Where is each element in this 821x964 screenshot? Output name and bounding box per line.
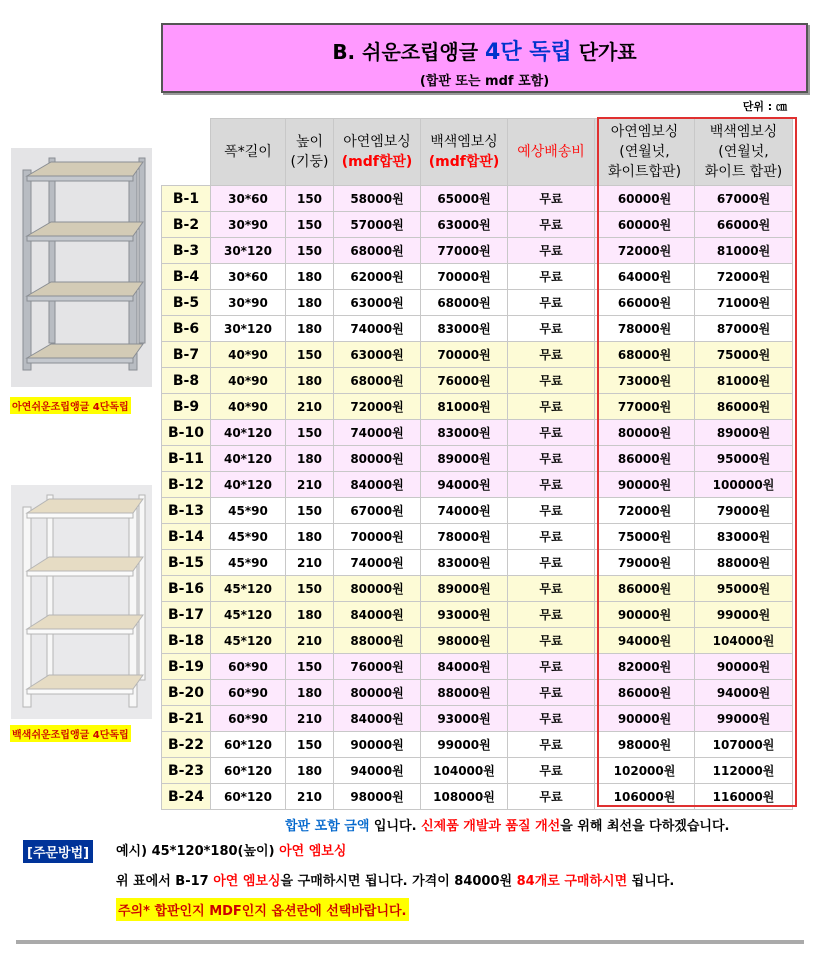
zinc-pine-price: 73000원 <box>595 368 695 394</box>
height-cell: 180 <box>286 446 334 472</box>
zinc-shelf-illustration <box>11 148 152 387</box>
table-row <box>162 186 793 212</box>
zinc-mdf-price: 94000원 <box>334 758 421 784</box>
white-shelf-illustration <box>11 485 152 719</box>
table-row <box>162 550 793 576</box>
white-mdf-price: 93000원 <box>421 706 508 732</box>
zinc-mdf-price: 62000원 <box>334 264 421 290</box>
white-pine-price: 116000원 <box>695 784 793 810</box>
white-mdf-price: 108000원 <box>421 784 508 810</box>
zinc-mdf-price: 80000원 <box>334 576 421 602</box>
white-pine-price: 107000원 <box>695 732 793 758</box>
white-shelf-photo <box>11 485 152 719</box>
model-id-cell: B-12 <box>162 472 211 498</box>
height-cell: 150 <box>286 498 334 524</box>
zinc-pine-price: 72000원 <box>595 498 695 524</box>
zinc-pine-price: 106000원 <box>595 784 695 810</box>
shipping-cell: 무료 <box>508 316 595 342</box>
white-pine-price: 75000원 <box>695 342 793 368</box>
model-id-cell: B-22 <box>162 732 211 758</box>
size-cell: 30*60 <box>211 264 286 290</box>
header-size: 폭*길이 <box>211 119 286 186</box>
zinc-mdf-price: 58000원 <box>334 186 421 212</box>
size-cell: 60*120 <box>211 732 286 758</box>
size-cell: 60*120 <box>211 758 286 784</box>
white-mdf-price: 70000원 <box>421 342 508 368</box>
zinc-mdf-price: 80000원 <box>334 446 421 472</box>
table-row <box>162 212 793 238</box>
white-pine-price: 71000원 <box>695 290 793 316</box>
size-cell: 45*120 <box>211 628 286 654</box>
model-id-cell: B-11 <box>162 446 211 472</box>
white-mdf-price: 78000원 <box>421 524 508 550</box>
title-part2: 단가표 <box>578 40 637 64</box>
white-pine-price: 81000원 <box>695 368 793 394</box>
zinc-pine-price: 90000원 <box>595 706 695 732</box>
table-row <box>162 732 793 758</box>
table-row <box>162 238 793 264</box>
zinc-pine-price: 68000원 <box>595 342 695 368</box>
zinc-mdf-price: 67000원 <box>334 498 421 524</box>
white-pine-price: 104000원 <box>695 628 793 654</box>
model-id-cell: B-19 <box>162 654 211 680</box>
shipping-cell: 무료 <box>508 368 595 394</box>
white-pine-price: 89000원 <box>695 420 793 446</box>
white-pine-price: 100000원 <box>695 472 793 498</box>
table-row <box>162 524 793 550</box>
model-id-cell: B-6 <box>162 316 211 342</box>
shipping-cell: 무료 <box>508 420 595 446</box>
height-cell: 180 <box>286 680 334 706</box>
white-mdf-price: 98000원 <box>421 628 508 654</box>
table-row <box>162 368 793 394</box>
zinc-pine-price: 75000원 <box>595 524 695 550</box>
white-mdf-price: 68000원 <box>421 290 508 316</box>
shipping-cell: 무료 <box>508 524 595 550</box>
height-cell: 180 <box>286 290 334 316</box>
white-pine-price: 112000원 <box>695 758 793 784</box>
order-example: 예시) 45*120*180(높이) 아연 엠보싱 <box>116 844 347 859</box>
model-id-cell: B-5 <box>162 290 211 316</box>
title-highlight: 4단 독립 <box>485 40 572 65</box>
table-row <box>162 290 793 316</box>
zinc-pine-price: 86000원 <box>595 446 695 472</box>
height-cell: 210 <box>286 472 334 498</box>
shipping-cell: 무료 <box>508 290 595 316</box>
table-row <box>162 394 793 420</box>
shipping-cell: 무료 <box>508 758 595 784</box>
size-cell: 30*120 <box>211 238 286 264</box>
white-mdf-price: 88000원 <box>421 680 508 706</box>
height-cell: 210 <box>286 628 334 654</box>
header-white-mdf: 백색엠보싱 (mdf합판) <box>421 119 508 186</box>
zinc-mdf-price: 98000원 <box>334 784 421 810</box>
white-mdf-price: 74000원 <box>421 498 508 524</box>
table-row <box>162 264 793 290</box>
height-cell: 210 <box>286 394 334 420</box>
header-shipping: 예상배송비 <box>508 119 595 186</box>
table-row <box>162 784 793 810</box>
height-cell: 150 <box>286 186 334 212</box>
shipping-cell: 무료 <box>508 212 595 238</box>
white-mdf-price: 89000원 <box>421 446 508 472</box>
zinc-pine-price: 86000원 <box>595 680 695 706</box>
model-id-cell: B-21 <box>162 706 211 732</box>
zinc-pine-price: 72000원 <box>595 238 695 264</box>
size-cell: 40*90 <box>211 368 286 394</box>
height-cell: 180 <box>286 758 334 784</box>
white-pine-price: 95000원 <box>695 446 793 472</box>
white-mdf-price: 65000원 <box>421 186 508 212</box>
model-id-cell: B-1 <box>162 186 211 212</box>
zinc-mdf-price: 74000원 <box>334 550 421 576</box>
size-cell: 40*90 <box>211 394 286 420</box>
model-id-cell: B-4 <box>162 264 211 290</box>
model-id-cell: B-17 <box>162 602 211 628</box>
size-cell: 30*60 <box>211 186 286 212</box>
zinc-mdf-price: 68000원 <box>334 368 421 394</box>
size-cell: 30*90 <box>211 290 286 316</box>
model-id-cell: B-24 <box>162 784 211 810</box>
zinc-pine-price: 77000원 <box>595 394 695 420</box>
zinc-pine-price: 90000원 <box>595 602 695 628</box>
title-box <box>161 23 808 93</box>
table-row <box>162 680 793 706</box>
header-zinc-pine: 아연엠보싱 (연월넛, 화이트합판) <box>595 119 695 186</box>
shipping-cell: 무료 <box>508 680 595 706</box>
zinc-mdf-price: 74000원 <box>334 420 421 446</box>
zinc-mdf-price: 84000원 <box>334 472 421 498</box>
white-pine-price: 81000원 <box>695 238 793 264</box>
white-pine-price: 83000원 <box>695 524 793 550</box>
shipping-cell: 무료 <box>508 732 595 758</box>
table-row <box>162 706 793 732</box>
table-row <box>162 654 793 680</box>
white-pine-price: 88000원 <box>695 550 793 576</box>
model-id-cell: B-7 <box>162 342 211 368</box>
height-cell: 150 <box>286 576 334 602</box>
height-cell: 180 <box>286 316 334 342</box>
order-instruction: 위 표에서 B-17 아연 엠보싱을 구매하시면 됩니다. 가격이 84000원 84개로 구매하시면 됩니다. <box>116 874 675 889</box>
white-pine-price: 66000원 <box>695 212 793 238</box>
size-cell: 40*120 <box>211 420 286 446</box>
header-white-pine: 백색엠보싱 (연월넛, 화이트 합판) <box>695 119 793 186</box>
height-cell: 150 <box>286 212 334 238</box>
zinc-mdf-price: 90000원 <box>334 732 421 758</box>
height-cell: 150 <box>286 420 334 446</box>
title-part1: 쉬운조립앵글 <box>362 40 479 64</box>
white-mdf-price: 83000원 <box>421 420 508 446</box>
height-cell: 180 <box>286 264 334 290</box>
shipping-cell: 무료 <box>508 186 595 212</box>
zinc-pine-price: 90000원 <box>595 472 695 498</box>
unit-label: 단위 : ㎝ <box>742 100 787 113</box>
model-id-cell: B-3 <box>162 238 211 264</box>
zinc-pine-price: 66000원 <box>595 290 695 316</box>
model-id-cell: B-14 <box>162 524 211 550</box>
size-cell: 40*90 <box>211 342 286 368</box>
shipping-cell: 무료 <box>508 576 595 602</box>
white-pine-price: 67000원 <box>695 186 793 212</box>
zinc-mdf-price: 76000원 <box>334 654 421 680</box>
zinc-pine-price: 79000원 <box>595 550 695 576</box>
white-mdf-price: 70000원 <box>421 264 508 290</box>
size-cell: 45*120 <box>211 576 286 602</box>
model-id-cell: B-20 <box>162 680 211 706</box>
model-id-cell: B-18 <box>162 628 211 654</box>
white-pine-price: 99000원 <box>695 706 793 732</box>
zinc-shelf-caption: 아연쉬운조립앵글 4단독립 <box>10 397 131 414</box>
zinc-mdf-price: 68000원 <box>334 238 421 264</box>
size-cell: 30*90 <box>211 212 286 238</box>
shipping-cell: 무료 <box>508 602 595 628</box>
height-cell: 180 <box>286 602 334 628</box>
header-zinc-mdf: 아연엠보싱 (mdf합판) <box>334 119 421 186</box>
white-mdf-price: 104000원 <box>421 758 508 784</box>
zinc-mdf-price: 84000원 <box>334 706 421 732</box>
zinc-mdf-price: 63000원 <box>334 342 421 368</box>
shipping-cell: 무료 <box>508 784 595 810</box>
size-cell: 45*90 <box>211 550 286 576</box>
size-cell: 45*90 <box>211 524 286 550</box>
page-subtitle: (합판 또는 mdf 포함) <box>419 74 550 89</box>
white-mdf-price: 83000원 <box>421 316 508 342</box>
size-cell: 40*120 <box>211 446 286 472</box>
height-cell: 210 <box>286 550 334 576</box>
white-mdf-price: 89000원 <box>421 576 508 602</box>
table-row <box>162 628 793 654</box>
height-cell: 210 <box>286 706 334 732</box>
height-cell: 210 <box>286 784 334 810</box>
white-pine-price: 72000원 <box>695 264 793 290</box>
zinc-pine-price: 98000원 <box>595 732 695 758</box>
zinc-pine-price: 94000원 <box>595 628 695 654</box>
white-pine-price: 79000원 <box>695 498 793 524</box>
shipping-cell: 무료 <box>508 264 595 290</box>
white-pine-price: 90000원 <box>695 654 793 680</box>
price-table <box>161 118 793 810</box>
size-cell: 60*120 <box>211 784 286 810</box>
order-method-tag: [주문방법] <box>23 840 93 863</box>
header-height: 높이 (기둥) <box>286 119 334 186</box>
size-cell: 60*90 <box>211 706 286 732</box>
zinc-mdf-price: 74000원 <box>334 316 421 342</box>
size-cell: 40*120 <box>211 472 286 498</box>
size-cell: 45*90 <box>211 498 286 524</box>
model-id-cell: B-13 <box>162 498 211 524</box>
white-pine-price: 86000원 <box>695 394 793 420</box>
table-row <box>162 472 793 498</box>
table-header-row <box>162 119 793 186</box>
height-cell: 180 <box>286 524 334 550</box>
model-id-cell: B-9 <box>162 394 211 420</box>
page-title <box>163 35 806 66</box>
model-id-cell: B-23 <box>162 758 211 784</box>
white-mdf-price: 99000원 <box>421 732 508 758</box>
height-cell: 150 <box>286 732 334 758</box>
model-id-cell: B-16 <box>162 576 211 602</box>
zinc-pine-price: 60000원 <box>595 186 695 212</box>
shipping-cell: 무료 <box>508 550 595 576</box>
size-cell: 45*120 <box>211 602 286 628</box>
zinc-shelf-photo <box>11 148 152 387</box>
height-cell: 180 <box>286 368 334 394</box>
price-table-body <box>162 186 793 810</box>
zinc-mdf-price: 88000원 <box>334 628 421 654</box>
zinc-pine-price: 80000원 <box>595 420 695 446</box>
zinc-pine-price: 82000원 <box>595 654 695 680</box>
white-pine-price: 99000원 <box>695 602 793 628</box>
white-pine-price: 87000원 <box>695 316 793 342</box>
zinc-pine-price: 60000원 <box>595 212 695 238</box>
white-mdf-price: 63000원 <box>421 212 508 238</box>
shipping-cell: 무료 <box>508 472 595 498</box>
model-id-cell: B-10 <box>162 420 211 446</box>
size-cell: 30*120 <box>211 316 286 342</box>
title-prefix: B. <box>332 40 356 64</box>
shipping-cell: 무료 <box>508 498 595 524</box>
white-mdf-price: 84000원 <box>421 654 508 680</box>
shipping-cell: 무료 <box>508 654 595 680</box>
shipping-cell: 무료 <box>508 628 595 654</box>
height-cell: 150 <box>286 654 334 680</box>
height-cell: 150 <box>286 342 334 368</box>
size-cell: 60*90 <box>211 654 286 680</box>
white-pine-price: 94000원 <box>695 680 793 706</box>
zinc-mdf-price: 80000원 <box>334 680 421 706</box>
shipping-cell: 무료 <box>508 446 595 472</box>
shipping-cell: 무료 <box>508 238 595 264</box>
white-shelf-caption: 백색쉬운조립앵글 4단독립 <box>10 725 131 742</box>
shipping-cell: 무료 <box>508 342 595 368</box>
model-id-cell: B-2 <box>162 212 211 238</box>
table-row <box>162 602 793 628</box>
bottom-divider <box>16 940 804 944</box>
table-row <box>162 498 793 524</box>
zinc-mdf-price: 70000원 <box>334 524 421 550</box>
white-mdf-price: 93000원 <box>421 602 508 628</box>
zinc-mdf-price: 57000원 <box>334 212 421 238</box>
price-note: 합판 포함 금액 입니다. 신제품 개발과 품질 개선을 위해 최선을 다하겠습니다. <box>285 819 730 834</box>
height-cell: 150 <box>286 238 334 264</box>
white-mdf-price: 83000원 <box>421 550 508 576</box>
shipping-cell: 무료 <box>508 706 595 732</box>
zinc-mdf-price: 84000원 <box>334 602 421 628</box>
zinc-mdf-price: 63000원 <box>334 290 421 316</box>
shipping-cell: 무료 <box>508 394 595 420</box>
model-id-cell: B-15 <box>162 550 211 576</box>
table-row <box>162 316 793 342</box>
table-row <box>162 446 793 472</box>
order-warning: 주의* 합판인지 MDF인지 옵션란에 선택바랍니다. <box>116 898 409 921</box>
table-row <box>162 342 793 368</box>
model-id-cell: B-8 <box>162 368 211 394</box>
table-row <box>162 420 793 446</box>
white-pine-price: 95000원 <box>695 576 793 602</box>
zinc-pine-price: 102000원 <box>595 758 695 784</box>
header-blank <box>162 119 211 186</box>
white-mdf-price: 77000원 <box>421 238 508 264</box>
white-mdf-price: 81000원 <box>421 394 508 420</box>
zinc-pine-price: 64000원 <box>595 264 695 290</box>
zinc-pine-price: 78000원 <box>595 316 695 342</box>
zinc-pine-price: 86000원 <box>595 576 695 602</box>
zinc-mdf-price: 72000원 <box>334 394 421 420</box>
table-row <box>162 576 793 602</box>
size-cell: 60*90 <box>211 680 286 706</box>
white-mdf-price: 76000원 <box>421 368 508 394</box>
white-mdf-price: 94000원 <box>421 472 508 498</box>
table-row <box>162 758 793 784</box>
